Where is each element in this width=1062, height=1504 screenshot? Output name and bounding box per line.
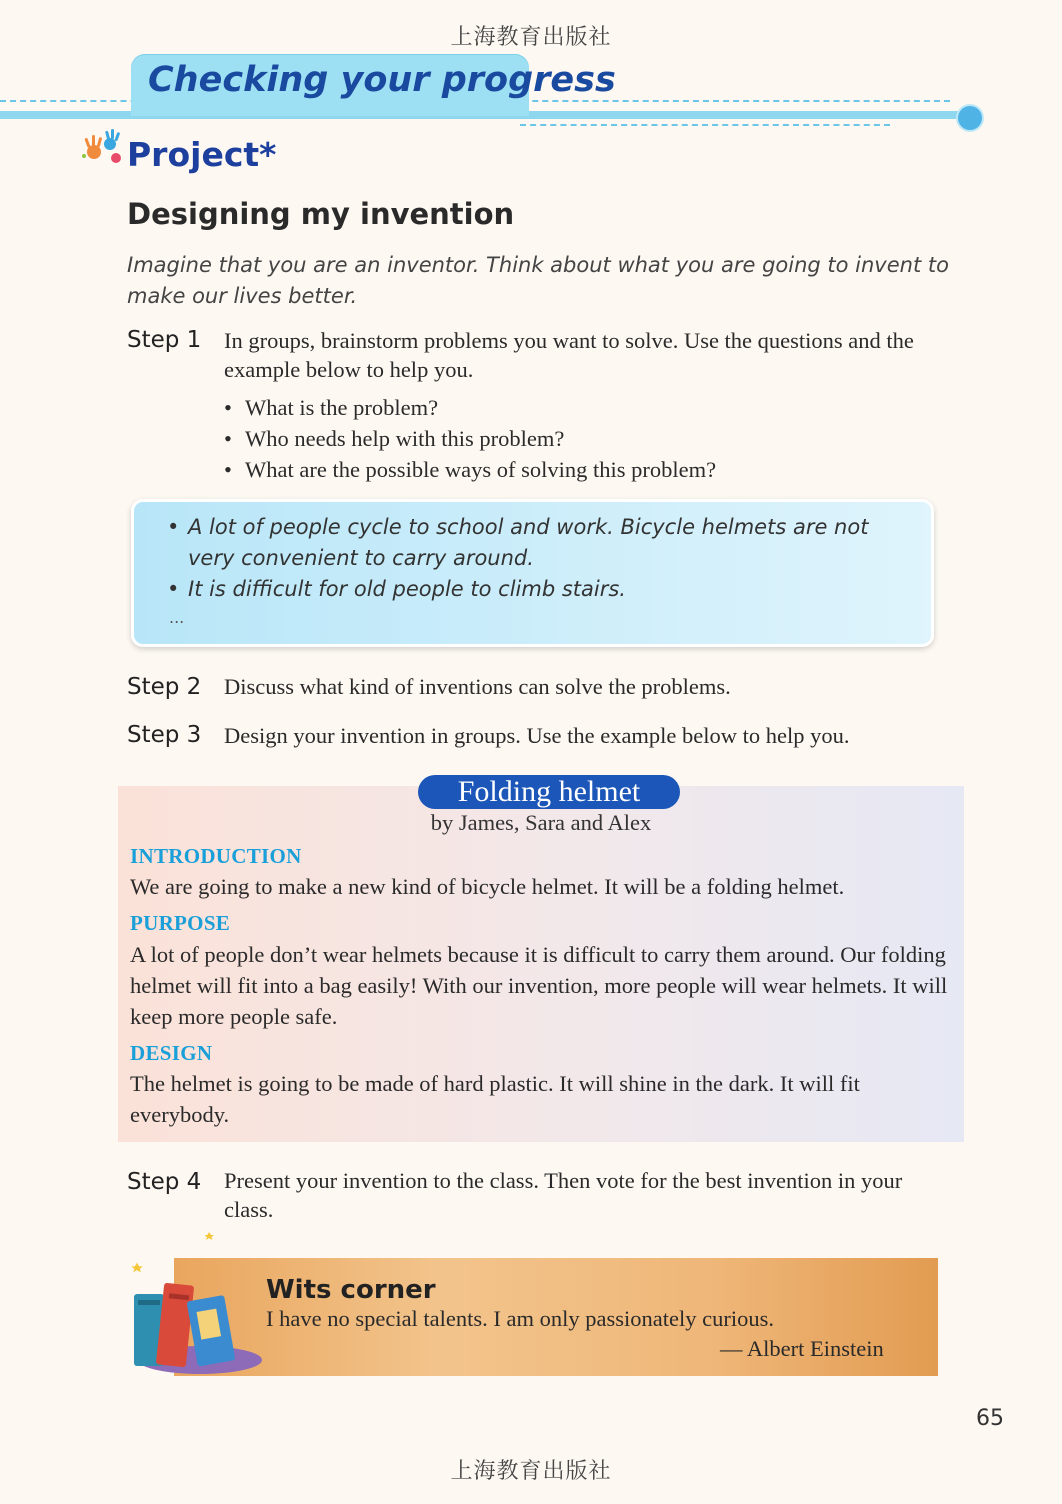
intro-text: Imagine that you are an inventor. Think about what you are going to invent to make our lives better. bbox=[127, 253, 949, 308]
step-3-text: Design your invention in groups. Use the example below to help you. bbox=[224, 723, 850, 748]
list-item: • A lot of people cycle to school and work. Bicycle helmets are not very convenient to carry around. bbox=[167, 512, 907, 574]
header-dot bbox=[956, 104, 984, 132]
project-title: Project* bbox=[127, 135, 277, 174]
section-heading-introduction: INTRODUCTION bbox=[130, 844, 302, 868]
wits-corner-author: — Albert Einstein bbox=[720, 1336, 884, 1361]
step-4-label: Step 4 bbox=[127, 1169, 202, 1195]
header-dash-line-lower bbox=[520, 124, 890, 126]
section-text-design: The helmet is going to be made of hard plastic. It will shine in the dark. It will fit everybody. bbox=[130, 1071, 860, 1127]
wits-corner-quote: I have no special talents. I am only passionately curious. bbox=[266, 1306, 774, 1331]
step-1-text: In groups, brainstorm problems you want to solve. Use the questions and the example below to help you. bbox=[224, 328, 914, 382]
example-ellipsis: ... bbox=[169, 608, 185, 627]
list-item: • What are the possible ways of solving this problem? bbox=[224, 454, 924, 485]
invention-title: Folding helmet bbox=[418, 775, 680, 809]
section-heading-purpose: PURPOSE bbox=[130, 911, 231, 935]
section-text-introduction: We are going to make a new kind of bicycle helmet. It will be a folding helmet. bbox=[130, 874, 845, 899]
page-title: Designing my invention bbox=[127, 197, 515, 231]
publisher-header: 上海教育出版社 bbox=[450, 24, 612, 49]
list-item: • What is the problem? bbox=[224, 392, 924, 423]
handprints-icon bbox=[80, 126, 126, 168]
page-number: 65 bbox=[976, 1406, 1004, 1431]
step-3-label: Step 3 bbox=[127, 722, 202, 748]
section-text-purpose: A lot of people don’t wear helmets because it is difficult to carry them around. Our folding helmet will fit into a bag easily! With our invention, more people will wear helmets. It will keep more people safe. bbox=[130, 942, 948, 1029]
invention-byline: by James, Sara and Alex bbox=[430, 810, 652, 835]
books-icon bbox=[120, 1228, 270, 1378]
step-2-text: Discuss what kind of inventions can solve the problems. bbox=[224, 674, 731, 699]
list-item: • Who needs help with this problem? bbox=[224, 423, 924, 454]
section-heading-design: DESIGN bbox=[130, 1041, 213, 1065]
wits-corner-title: Wits corner bbox=[266, 1275, 436, 1305]
section-tab-title: Checking your progress bbox=[148, 60, 616, 100]
step-1-label: Step 1 bbox=[127, 327, 202, 353]
publisher-footer: 上海教育出版社 bbox=[450, 1458, 612, 1483]
step-4-text: Present your invention to the class. Then vote for the best invention in your class. bbox=[224, 1168, 903, 1222]
example-problems-list bbox=[167, 512, 907, 605]
step-2-label: Step 2 bbox=[127, 674, 202, 700]
list-item: • It is difficult for old people to climb stairs. bbox=[167, 574, 907, 605]
question-list bbox=[224, 392, 924, 485]
